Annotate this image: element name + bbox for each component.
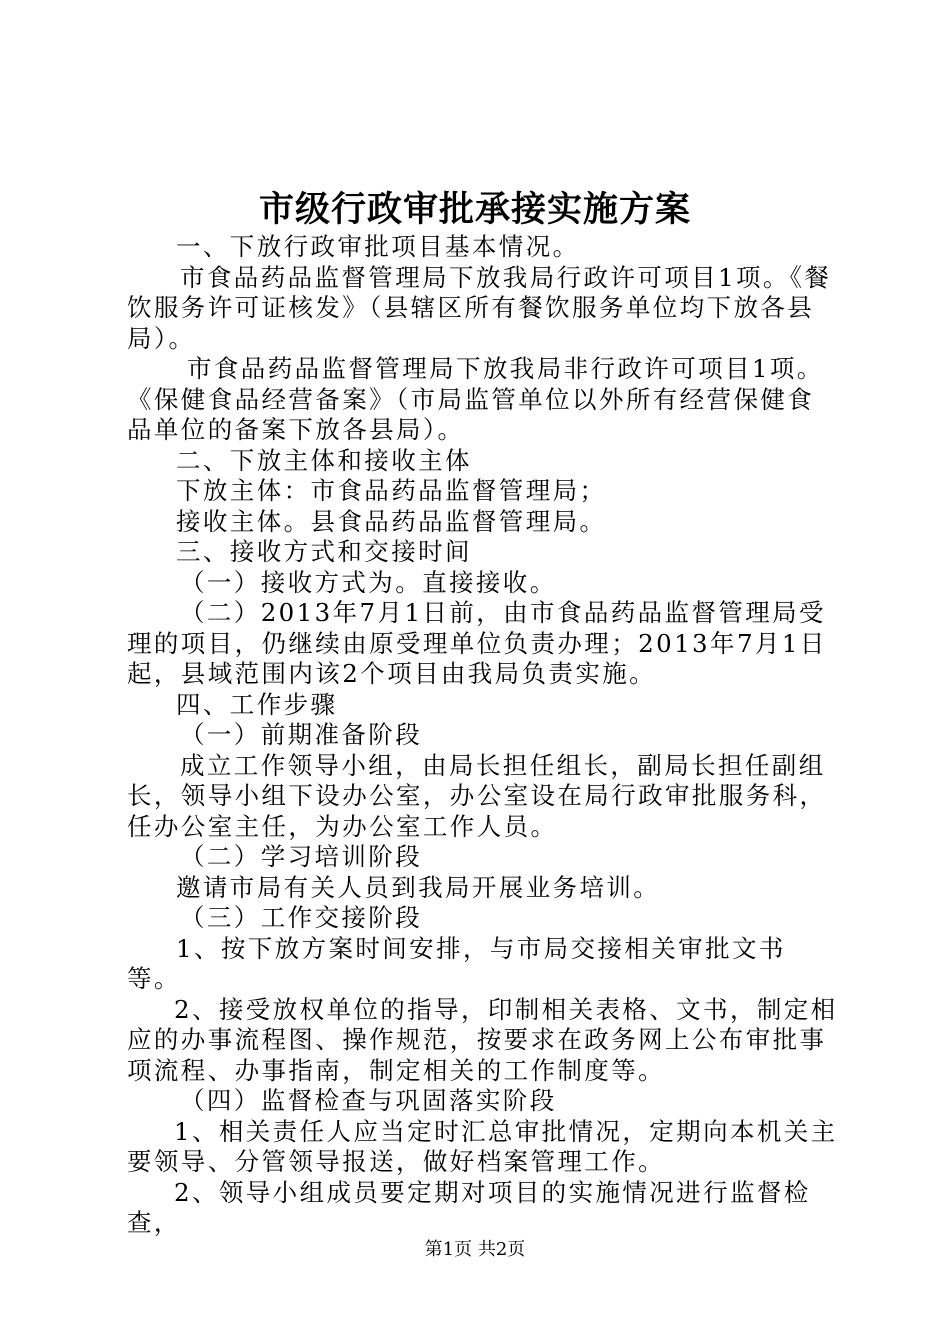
paragraph-handover-2: 2、接受放权单位的指导，印制相关表格、文书，制定相应的办事流程图、操作规范，按要求在政务网上公布审批事项流程、办事指南，制定相关的工作制度等。 xyxy=(127,994,838,1085)
section-heading-4: 四、工作步骤 xyxy=(176,689,338,719)
subheading-preparation: （一）前期准备阶段 xyxy=(180,720,423,749)
paragraph-item-2: 市食品药品监督管理局下放我局非行政许可项目1项。《保健食品经营备案》（市局监管单位以外所有经营保健食品单位的备案下放各县局）。 xyxy=(127,354,824,444)
paragraph-handover-1: 1、按下放方案时间安排，与市局交接相关审批文书等。 xyxy=(127,933,786,993)
section-heading-3: 三、接收方式和交接时间 xyxy=(176,537,472,566)
paragraph-training: 邀请市局有关人员到我局开展业务培训。 xyxy=(176,872,661,902)
paragraph-receive-subject: 接收主体。县食品药品监督管理局。 xyxy=(176,506,607,536)
document-title: 市级行政审批承接实施方案 xyxy=(258,189,691,230)
paragraph-leadership-group: 成立工作领导小组，由局长担任组长，副局长担任副组长，领导小组下设办公室，办公室设在局行政审批服务科，任办公室主任，为办公室工作人员。 xyxy=(127,750,827,841)
document-body xyxy=(127,232,839,1239)
page-footer: 第1页 共2页 xyxy=(424,1239,526,1260)
subheading-supervision: （四）监督检查与巩固落实阶段 xyxy=(180,1086,557,1115)
section-heading-1: 一、下放行政审批项目基本情况。 xyxy=(176,232,580,261)
paragraph-supervision-1: 1、相关责任人应当定时汇总审批情况，定期向本机关主要领导、分管领导报送，做好档案管理工作。 xyxy=(127,1116,838,1176)
paragraph-handover-time: （二）2013年7月1日前，由市食品药品监督管理局受理的项目，仍继续由原受理单位负责办理；2013年7月1日起，县域范围内该2个项目由我局负责实施。 xyxy=(127,598,827,688)
section-heading-2: 二、下放主体和接收主体 xyxy=(176,445,472,475)
paragraph-item-1: 市食品药品监督管理局下放我局行政许可项目1项。《餐饮服务许可证核发》（县辖区所有餐饮服务单位均下放各县局）。 xyxy=(127,262,832,353)
subheading-handover: （三）工作交接阶段 xyxy=(180,903,423,932)
paragraph-supervision-2: 2、领导小组成员要定期对项目的实施情况进行监督检查， xyxy=(127,1177,811,1237)
paragraph-release-subject: 下放主体：市食品药品监督管理局； xyxy=(176,476,607,505)
paragraph-receive-method: （一）接收方式为。直接接收。 xyxy=(180,567,557,597)
subheading-training: （二）学习培训阶段 xyxy=(180,842,423,871)
